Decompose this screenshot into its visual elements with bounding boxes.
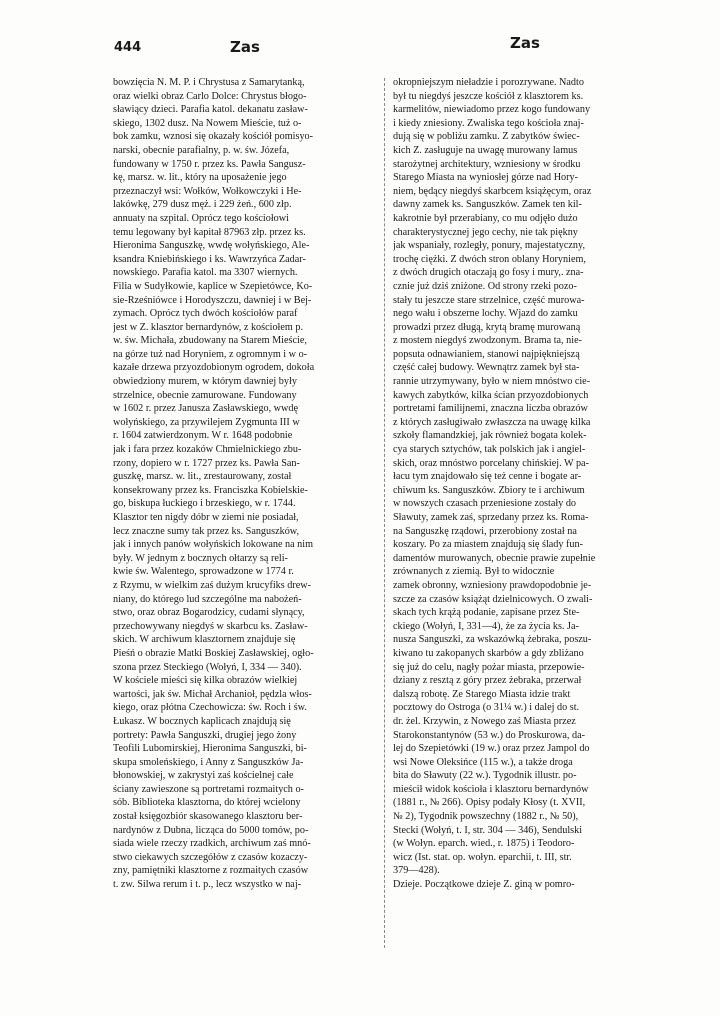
text-line: wsi Nowe Oleksińce (115 w.), a także droga (393, 756, 573, 768)
text-line: ckiego (Wołyń, I, 331—4), że za życia ks. Ja- (393, 620, 579, 632)
page-header (0, 34, 720, 60)
text-line: siada wiele rzeczy rzadkich, archiwum zaś mnó- (113, 838, 311, 850)
text-line: trochę ciężki. Z dwóch stron oblany Horyniem, (393, 253, 586, 265)
text-line: na Sanguszkę rządowi, przerobiony został na (393, 525, 577, 537)
text-line: portretami familijnemi, znaczna liczba obrazów (393, 403, 588, 415)
text-line: strzelnice, obecnie zamurowane. Fundowany (113, 389, 297, 401)
text-line: część całej budowy. Wewnątrz zamek był sta- (393, 362, 580, 374)
text-line: zymach. Oprócz tych dwóch kościołów paraf (113, 308, 298, 320)
text-line: wicz (Ist. stat. op. wołyn. eparchii, t. III, str. (393, 851, 572, 863)
text-line: dziany z resztą z góry przez żebraka, przerwał (393, 675, 582, 687)
text-line: na górze tuż nad Horyniem, z ogromnym i w o- (113, 348, 308, 360)
text-line: damentów murowanych, obecnie prawie zupełnie (393, 552, 596, 564)
text-line: dawny zamek ks. Sanguszków. Zamek ten kil- (393, 199, 582, 211)
text-line: i kiedy zniesiony. Zwaliska tego kościoła znaj- (393, 117, 584, 129)
text-line: nego wału i obszerne lochy. Wjazd do zamku (393, 308, 578, 320)
text-line: skich. W archiwum klasztornem znajduje się (113, 634, 296, 646)
text-line: cya starych sztychów, tak polskich jak i angiel- (393, 444, 586, 456)
text-line: Dzieje. Początkowe dzieje Z. giną w pomro- (393, 879, 575, 891)
text-line: skiego, 1302 dusz. Na Nowem Mieście, tuż o- (113, 117, 302, 129)
text-line: mieścił widok kościoła i klasztoru bernardynów (393, 783, 589, 795)
text-line: kiego, oraz płótna Czechowicza: św. Roch i św. (113, 702, 307, 714)
text-line: błonowskiej, w zakrystyi zaś kościelnej całe (113, 770, 294, 782)
text-line: w 1602 r. przez Janusza Zasławskiego, wwdę (113, 403, 299, 415)
text-line: sławiący dzieci. Parafia katol. dekanatu zasław- (113, 104, 308, 116)
running-headword-right: Zas (510, 34, 540, 52)
text-line: annuaty na szpital. Oprócz tego kościołowi (113, 212, 289, 224)
text-line: szkoły flamandzkiej, jak również bogata kolek- (393, 430, 587, 442)
text-line: guszkę, marsz. w. lit., zrestaurowany, został (113, 471, 292, 483)
text-line: nowskiego. Parafia katol. ma 3307 wiernych. (113, 267, 298, 279)
text-line: łacu tym znajdowało się też cenne i bogate ar- (393, 471, 582, 483)
text-line: zamek obronny, wzniesiony prawdopodobnie je- (393, 579, 592, 591)
column-divider (384, 78, 385, 948)
text-line: Filia w Sudyłkowie, kaplice w Szepietówce, Ko- (113, 280, 313, 292)
text-line: kich Z. zasługuje na uwagę murowany lamus (393, 144, 578, 156)
text-line: cznie już dziś zniżone. Od strony rzeki pozo- (393, 280, 577, 292)
text-line: Łukasz. W bocznych kaplicach znajdują się (113, 715, 291, 727)
text-line: niany, do którego lud szczególne ma nabożeń- (113, 593, 302, 605)
text-line: się już do celu, nagły pożar miasta, przepowie- (393, 661, 585, 673)
text-line: zrównanych z ziemią. Był to widocznie (393, 566, 555, 578)
text-line: szcze za czasów książąt dzielnicowych. O zwali- (393, 593, 593, 605)
text-line: rzony, dopiero w r. 1727 przez ks. Pawła San- (113, 457, 300, 469)
text-line: wartości, jak św. Michał Archanioł, pędzla włos- (113, 688, 312, 700)
text-line: Klasztor ten nigdy dóbr w ziemi nie posiadał, (113, 512, 299, 523)
text-line: koszary. Po za miastem znajdują się ślady fun- (393, 539, 584, 551)
text-line: Starokonstantynów (53 w.) do Proskurowa, da- (393, 729, 586, 741)
text-line: nardynów z Dubna, licząca do 5000 tomów, po- (113, 824, 309, 836)
text-line: wołyńskiego, za przywilejem Zygmunta III w (113, 416, 300, 428)
text-line: prowadzi przez długą, krytą bramę murowaną (393, 321, 581, 333)
text-line: bok zamku, wznosi się okazały kościół pomisyo- (113, 131, 314, 143)
text-line: pocztowy do Ostroga (o 31¼ w.) i dalej do st. (393, 702, 580, 714)
text-line: ściany zawieszone są portretami rozmaitych o- (113, 783, 304, 795)
right-text-column (393, 76, 659, 892)
text-line: Sławuty, zamek zaś, sprzedany przez ks. Roma- (393, 512, 589, 523)
text-line: lecz znaczne sumy tak przez ks. Sanguszków, (113, 525, 300, 537)
text-line: W kościele mieści się kilka obrazów wielkiej (113, 675, 298, 687)
text-line: z dwóch drugich otaczają go fosy i mury,. zna- (393, 267, 584, 279)
text-line: fundowany w 1750 r. przez ks. Pawła Sangusz- (113, 158, 306, 170)
text-line: okropniejszym nieładzie i porozrywane. Nadto (393, 77, 584, 88)
text-line: chiwum ks. Sanguszków. Zbiory te i archiwum (393, 484, 585, 496)
text-line: t. zw. Silwa rerum i t. p., lecz wszystko w naj- (113, 879, 302, 891)
text-line: kę, marsz. w. lit., który na uposażenie jego (113, 172, 287, 184)
text-line: zny, pamiętniki klasztorne z rozmaitych czasów (113, 865, 309, 877)
text-line: obwiedziony murem, w którym dawniej były (113, 376, 297, 388)
page-number: 444 (114, 40, 142, 55)
text-line: stwo, oraz obraz Bogarodzicy, cudami słynący, (113, 607, 305, 619)
text-line: Stecki (Wołyń, t. I, str. 304 — 346), Sendulski (393, 824, 583, 836)
text-line: kiwano tu zakopanych skarbów a gdy zbliżano (393, 647, 584, 659)
text-line: go, biskupa łuckiego i brzeskiego, w r. 1744. (113, 498, 296, 510)
text-line: karmelitów, niewiadomo przez kogo fundowany (393, 104, 591, 116)
text-line: przechowywany niegdyś w skarbcu ks. Zasław- (113, 620, 308, 632)
text-line: skupa smoleńskiego, i Anny z Sanguszków Ja- (113, 756, 304, 768)
text-line: kakrotnie był przerabiany, co mu odjęło dużo (393, 212, 578, 224)
text-line: przeznaczył wsi: Wołków, Wołkowczyki i He- (113, 185, 302, 197)
text-line: ksandra Kniebińskiego i ks. Wawrzyńca Zadar- (113, 253, 306, 265)
text-line: dują się w pobliżu zamku. Z zabytków świec- (393, 131, 580, 143)
text-line: z Rzymu, w wielkim zaś dużym krucyfiks drew- (113, 579, 312, 591)
text-line: bita do Sławuty (22 w.). Tygodnik illustr. po- (393, 770, 577, 782)
text-line: lakówkę, 279 dusz męż. i 229 żeń., 600 złp. (113, 199, 292, 211)
text-line: Teofili Lubomirskiej, Hieronima Sanguszki, bi- (113, 743, 307, 755)
text-line: jest w Z. klasztor bernardynów, z kościołem p. (113, 321, 304, 333)
text-line: popsuta odnawianiem, stanowi najpiękniejszą (393, 348, 580, 360)
text-line: jak i innych panów wołyńskich lokowane na nim (113, 539, 314, 551)
text-line: stwo ciekawych szczegółów z czasów kozaczy- (113, 851, 308, 863)
text-line: był tu niegdyś jeszcze kościół z klasztorem ks. (393, 90, 584, 102)
text-line: № 2), Tygodnik powszechny (1882 r., № 50), (393, 811, 579, 823)
text-line: rannie utrzymywany, było w niem mnóstwo cie- (393, 376, 591, 388)
text-line: skach tych krążą podanie, zapisane przez Ste- (393, 607, 580, 619)
text-line: sie-Rześniówce i Horodyszczu, dawniej i w Bej- (113, 294, 312, 306)
text-line: temu legowany był kapitał 87963 złp. przez ks. (113, 226, 306, 238)
text-line: dr. żel. Krzywin, z Nowego zaś Miasta przez (393, 715, 576, 727)
text-line: narski, obecnie parafialny, p. w. św. Józefa, (113, 144, 290, 156)
text-line: charakterystycznej jego cechy, nie tak piękny (393, 226, 578, 238)
text-line: skich, oraz mnóstwo porcelany chińskiej. W pa- (393, 457, 589, 469)
text-line: dalszą robotę. Ze Starego Miasta idzie trakt (393, 688, 571, 700)
text-line: jak wspaniały, rozległy, ponury, majestatyczny, (393, 240, 585, 252)
text-line: stały tu jeszcze stare strzelnice, część murowa- (393, 294, 585, 306)
text-line: konsekrowany przez ks. Franciszka Kobielskie- (113, 484, 308, 496)
text-line: kazałe drzewa przyozdobionym ogrodem, dokoła (113, 362, 315, 374)
text-line: były. W jednym z bocznych ołtarzy są reli- (113, 552, 288, 564)
text-line: bowzięcia N. M. P. i Chrystusa z Samarytanką, (113, 77, 305, 88)
text-line: (1881 r., № 266). Opisy podały Kłosy (t. XVII, (393, 797, 586, 809)
text-line: kawych zabytków, kilka ścian przyozdobionych (393, 389, 589, 401)
text-line: (w Wołyn. eparch. wied., r. 1875) i Teodoro- (393, 838, 575, 850)
text-line: z mostem niegdyś zwodzonym. Brama ta, nie- (393, 335, 582, 347)
left-text-column (113, 76, 379, 892)
text-line: oraz wielki obraz Carlo Dolce: Chrystus błogo- (113, 90, 307, 102)
running-headword-left: Zas (230, 38, 260, 56)
text-line: z których zasługiwało zwłaszcza na uwagę kilka (393, 416, 591, 428)
text-line: portrety: Pawła Sanguszki, drugiej jego żony (113, 729, 297, 741)
text-line: kwie św. Walentego, sprowadzone w 1774 r. (113, 566, 294, 578)
text-line: w nowszych czasach przeniesione zostały do (393, 498, 577, 510)
text-line: Hieronima Sanguszkę, wwdę wołyńskiego, Ale- (113, 240, 310, 252)
text-line: r. 1604 zatwierdzonym. W r. 1648 podobnie (113, 430, 293, 442)
text-line: jak i fara przez kozaków Chmielnickiego zbu- (113, 444, 302, 456)
text-line: starożytnej architektury, wzniesiony w środku (393, 158, 581, 170)
text-line: nusza Sanguszki, za wskazówką żebraka, poszu- (393, 634, 592, 646)
text-line: szona przez Steckiego (Wołyń, I, 334 — 340). (113, 661, 302, 673)
text-line: Starego Miasta na wyniosłej górze nad Hory- (393, 172, 579, 184)
text-line: został księgozbiór skasowanego klasztoru ber- (113, 811, 303, 823)
text-line: w. św. Michała, zbudowany na Starem Mieście, (113, 335, 307, 347)
text-line: niem, będący niegdyś skarbcem książęcym, oraz (393, 185, 592, 197)
text-line: sób. Biblioteka klasztorna, do której wcielony (113, 797, 301, 809)
text-line: Pieśń o obrazie Matki Boskiej Zasławskiej, ogło- (113, 647, 314, 659)
text-line: 379—428). (393, 865, 440, 877)
text-line: lej do Szepietówki (19 w.) oraz przez Jampol do (393, 743, 590, 755)
